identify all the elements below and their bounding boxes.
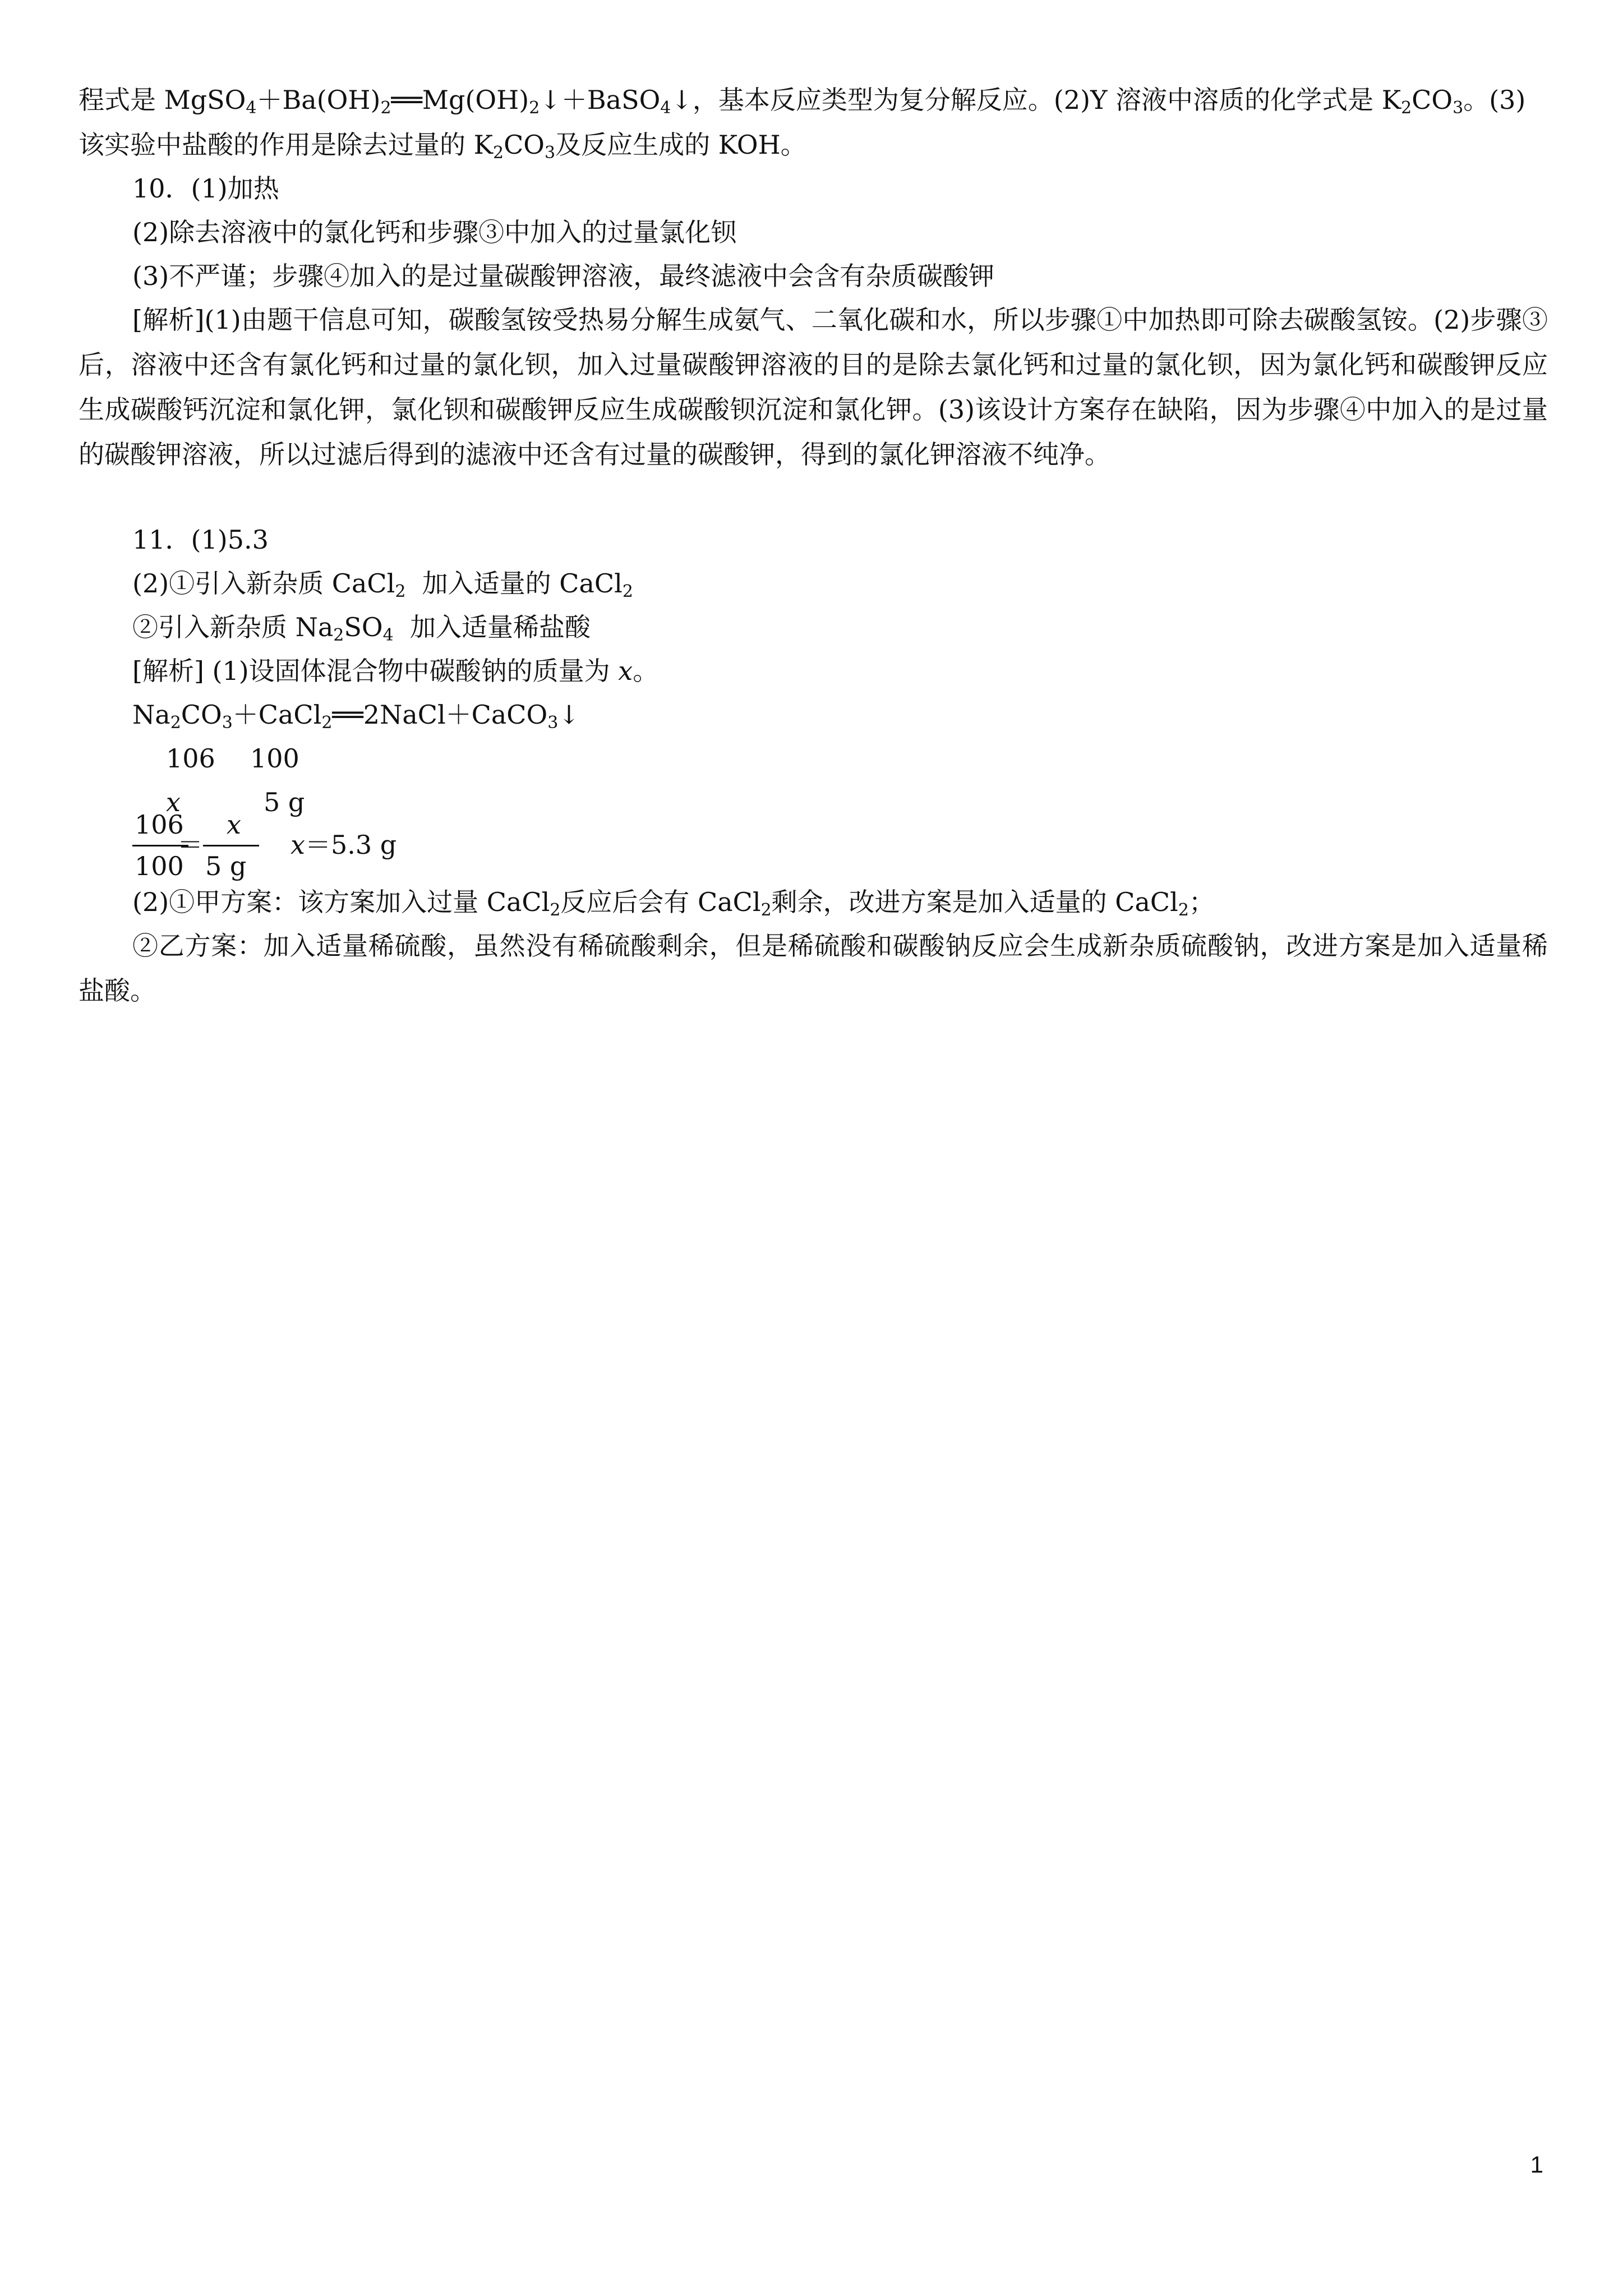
text-run: CO <box>181 700 222 730</box>
text-run: ＋Ba(OH) <box>256 85 381 115</box>
text-run: ； <box>1188 887 1215 917</box>
plan-jia <box>132 885 1215 919</box>
q10-explanation: [解析](1)由题干信息可知，碳酸氢铵受热易分解生成氨气、二氧化碳和水，所以步骤①中加热即可除去碳酸氢铵。(2)步骤③后，溶液中还含有氯化钙和过量的氯化钡，加入过量碳酸钾溶液的目的是除去氯化钙和过量的氯化钡，因为氯化钙和碳酸钾反应生成碳酸钙沉淀和氯化钾，氯化钡和碳酸钾反应生成碳酸钡沉淀和氯化钾。(3)该设计方案存在缺陷，因为步骤④中加入的是过量的碳酸钾溶液，所以过滤后得到的滤液中还含有过量的碳酸钾，得到的氯化钾溶液不纯净。 <box>79 305 1548 470</box>
fraction-bar <box>203 845 259 846</box>
subscript: 2 <box>493 143 504 163</box>
text-run: Na <box>132 700 170 730</box>
variable-x: x <box>291 830 305 860</box>
molar-mass-na2co3: 106 <box>166 743 215 774</box>
subscript: 2 <box>395 582 406 601</box>
text-run: ↓ <box>558 700 580 730</box>
precipitate-mass: 5 g <box>264 787 305 817</box>
q11-answer-2 <box>132 567 633 600</box>
plan-yi: ②乙方案：加入适量稀硫酸，虽然没有稀硫酸剩余，但是稀硫酸和碳酸钠反应会生成新杂质硫酸钠，改进方案是加入适量稀盐酸。 <box>79 931 1548 1006</box>
q10-answer-2: (2)除去溶液中的氯化钙和步骤③中加入的过量氯化钡 <box>132 217 737 247</box>
text-run: (2)①甲方案：该方案加入过量 CaCl <box>132 887 550 917</box>
q10-answer-3: (3)不严谨；步骤④加入的是过量碳酸钾溶液，最终滤液中会含有杂质碳酸钾 <box>132 261 995 291</box>
unknown-mass: x <box>166 787 181 817</box>
numerator: 106 <box>135 809 184 840</box>
q10-answer-1: 10．(1)加热 <box>132 173 279 204</box>
subscript: 4 <box>660 98 671 118</box>
numerator: x <box>227 809 241 840</box>
text-run: 该实验中盐酸的作用是除去过量的 K <box>79 130 493 160</box>
q11-answer-1: 11．(1)5.3 <box>132 524 269 555</box>
text-run: 。 <box>633 656 659 686</box>
subscript: 2 <box>1178 900 1189 920</box>
text-run: 。(3) <box>1463 85 1526 115</box>
text-run: CO <box>504 130 545 160</box>
subscript: 3 <box>222 713 233 733</box>
subscript: 4 <box>246 98 257 118</box>
subscript: 2 <box>760 900 772 920</box>
answer-paragraph-9 <box>79 77 1548 167</box>
chemical-equation <box>132 698 580 731</box>
text-run: ②引入新杂质 Na <box>132 612 334 642</box>
text-run: 剩余，改进方案是加入适量的 CaCl <box>771 887 1178 917</box>
text-run: [解析] (1)设固体混合物中碳酸钠的质量为 <box>132 656 619 686</box>
page-number: 1 <box>1530 2151 1543 2178</box>
text-run: ＋CaCl <box>232 700 322 730</box>
text-run: 反应后会有 CaCl <box>560 887 761 917</box>
subscript: 3 <box>1453 98 1464 118</box>
text-run: ══Mg(OH) <box>391 85 529 115</box>
subscript: 2 <box>550 900 561 920</box>
variable-x: x <box>618 656 633 686</box>
subscript: 2 <box>529 98 540 118</box>
denominator: 100 <box>135 851 184 881</box>
text-run: 加入适量稀盐酸 <box>393 612 591 642</box>
molar-mass-caco3: 100 <box>250 743 299 774</box>
subscript: 2 <box>1401 98 1412 118</box>
subscript: 2 <box>170 713 181 733</box>
equals-sign: ＝ <box>177 830 203 860</box>
q11-explanation-lead <box>132 654 658 688</box>
subscript: 3 <box>545 143 556 163</box>
text-run: SO <box>344 612 383 642</box>
text-run: 加入适量的 CaCl <box>405 568 623 599</box>
text-run: 及反应生成的 KOH。 <box>555 130 806 160</box>
fraction-x-5g <box>203 808 265 886</box>
subscript: 2 <box>622 582 633 601</box>
denominator: 5 g <box>205 851 247 881</box>
text-run: ↓，基本反应类型为复分解反应。(2)Y 溶液中溶质的化学式是 K <box>671 85 1401 115</box>
text-run: (2)①引入新杂质 CaCl <box>132 568 395 599</box>
subscript: 2 <box>333 625 344 645</box>
text-run: CO <box>1412 85 1453 115</box>
text-run: 程式是 MgSO <box>79 85 246 115</box>
text-run: ↓＋BaSO <box>540 85 661 115</box>
result-x <box>291 828 396 862</box>
subscript: 2 <box>380 98 391 118</box>
subscript: 2 <box>321 713 333 733</box>
text-run: ＝5.3 g <box>305 830 397 860</box>
q11-answer-3 <box>132 610 591 644</box>
subscript: 3 <box>547 713 559 733</box>
text-run: ══2NaCl＋CaCO <box>332 700 548 730</box>
subscript: 4 <box>382 625 394 645</box>
